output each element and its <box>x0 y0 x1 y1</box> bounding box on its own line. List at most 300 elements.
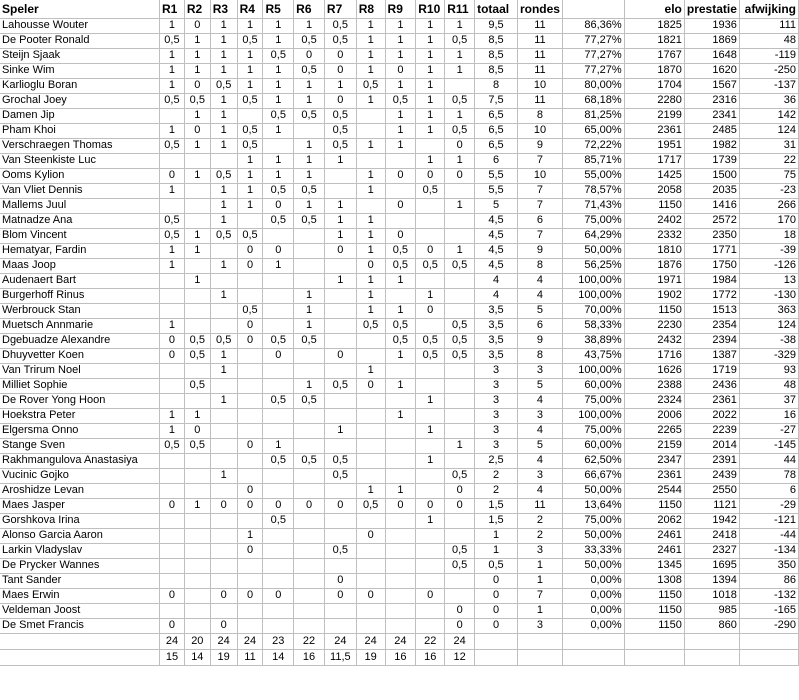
elo-rating[interactable]: 1870 <box>624 63 684 78</box>
round-5-score[interactable] <box>263 303 294 318</box>
deviation[interactable]: -130 <box>739 288 798 303</box>
round-2-score[interactable]: 1 <box>184 243 210 258</box>
round-5-score[interactable]: 1 <box>263 153 294 168</box>
header-r11[interactable]: R11 <box>445 0 475 18</box>
round-7-score[interactable]: 0,5 <box>324 543 356 558</box>
round-5-score[interactable]: 1 <box>263 78 294 93</box>
player-name[interactable]: Audenaert Bart <box>0 273 160 288</box>
round-9-score[interactable] <box>385 588 416 603</box>
deviation[interactable]: 350 <box>739 558 798 573</box>
deviation[interactable]: 142 <box>739 108 798 123</box>
round-7-score[interactable] <box>324 618 356 633</box>
round-11-score[interactable]: 0 <box>445 138 475 153</box>
total-score[interactable]: 0 <box>475 573 518 588</box>
elo-rating[interactable]: 2159 <box>624 438 684 453</box>
header-totaal[interactable]: totaal <box>475 0 518 18</box>
performance-rating[interactable]: 1982 <box>684 138 739 153</box>
round-8-score[interactable]: 1 <box>356 243 385 258</box>
player-name[interactable]: Gorshkova Irina <box>0 513 160 528</box>
round-8-score[interactable]: 1 <box>356 228 385 243</box>
round-6-score[interactable] <box>294 348 325 363</box>
round-2-score[interactable]: 1 <box>184 228 210 243</box>
performance-rating[interactable]: 1695 <box>684 558 739 573</box>
round-4-score[interactable] <box>237 468 263 483</box>
round-6-score[interactable] <box>294 483 325 498</box>
round-3-score[interactable] <box>210 423 237 438</box>
performance-rating[interactable]: 2327 <box>684 543 739 558</box>
player-name[interactable]: De Pooter Ronald <box>0 33 160 48</box>
elo-rating[interactable]: 1345 <box>624 558 684 573</box>
round-11-score[interactable]: 0,5 <box>445 348 475 363</box>
round-8-score[interactable] <box>356 198 385 213</box>
round-7-score[interactable]: 1 <box>324 423 356 438</box>
performance-rating[interactable]: 1416 <box>684 198 739 213</box>
rounds-played[interactable]: 10 <box>517 123 562 138</box>
round-8-score[interactable] <box>356 108 385 123</box>
player-name[interactable]: Verschraegen Thomas <box>0 138 160 153</box>
round-7-score[interactable] <box>324 528 356 543</box>
round-10-score[interactable]: 1 <box>416 33 445 48</box>
round-2-score[interactable] <box>184 573 210 588</box>
percentage[interactable]: 43,75% <box>562 348 624 363</box>
round-4-score[interactable]: 1 <box>237 198 263 213</box>
deviation[interactable]: 36 <box>739 93 798 108</box>
round-7-score[interactable] <box>324 318 356 333</box>
round-6-score[interactable]: 1 <box>294 288 325 303</box>
round-3-score[interactable]: 1 <box>210 288 237 303</box>
round-9-score[interactable]: 1 <box>385 483 416 498</box>
points-count[interactable]: 11,5 <box>324 649 356 665</box>
elo-rating[interactable]: 1150 <box>624 498 684 513</box>
round-4-score[interactable]: 0,5 <box>237 93 263 108</box>
round-7-score[interactable] <box>324 408 356 423</box>
round-11-score[interactable] <box>445 588 475 603</box>
round-1-score[interactable]: 0,5 <box>160 138 185 153</box>
round-2-score[interactable] <box>184 588 210 603</box>
total-score[interactable]: 8 <box>475 78 518 93</box>
round-3-score[interactable]: 1 <box>210 468 237 483</box>
round-11-score[interactable] <box>445 528 475 543</box>
round-4-score[interactable] <box>237 363 263 378</box>
round-7-score[interactable]: 0,5 <box>324 18 356 33</box>
performance-rating[interactable]: 2391 <box>684 453 739 468</box>
rounds-played[interactable]: 5 <box>517 438 562 453</box>
round-6-score[interactable] <box>294 573 325 588</box>
round-11-score[interactable]: 0,5 <box>445 33 475 48</box>
round-4-score[interactable] <box>237 273 263 288</box>
rounds-played[interactable]: 2 <box>517 528 562 543</box>
performance-rating[interactable]: 2436 <box>684 378 739 393</box>
round-6-score[interactable]: 0,5 <box>294 33 325 48</box>
rounds-played[interactable]: 7 <box>517 588 562 603</box>
round-10-score[interactable] <box>416 213 445 228</box>
player-name[interactable]: Ooms Kylion <box>0 168 160 183</box>
points-count[interactable]: 19 <box>356 649 385 665</box>
player-name[interactable]: Damen Jip <box>0 108 160 123</box>
percentage[interactable]: 0,00% <box>562 588 624 603</box>
total-score[interactable]: 2 <box>475 468 518 483</box>
round-5-score[interactable]: 1 <box>263 33 294 48</box>
round-5-score[interactable]: 1 <box>263 168 294 183</box>
round-4-score[interactable] <box>237 108 263 123</box>
round-7-score[interactable]: 0 <box>324 348 356 363</box>
round-5-score[interactable]: 0,5 <box>263 453 294 468</box>
header-r5[interactable]: R5 <box>263 0 294 18</box>
round-2-score[interactable]: 1 <box>184 168 210 183</box>
round-2-score[interactable] <box>184 258 210 273</box>
rounds-played[interactable]: 1 <box>517 558 562 573</box>
percentage[interactable]: 62,50% <box>562 453 624 468</box>
round-4-score[interactable] <box>237 558 263 573</box>
header-afwijking[interactable]: afwijking <box>739 0 798 18</box>
round-4-score[interactable]: 1 <box>237 78 263 93</box>
round-3-score[interactable]: 1 <box>210 213 237 228</box>
round-5-score[interactable]: 0,5 <box>263 333 294 348</box>
round-5-score[interactable] <box>263 318 294 333</box>
deviation[interactable]: -29 <box>739 498 798 513</box>
round-5-score[interactable] <box>263 468 294 483</box>
round-10-score[interactable] <box>416 483 445 498</box>
round-4-score[interactable]: 0 <box>237 498 263 513</box>
points-count[interactable] <box>562 649 624 665</box>
performance-rating[interactable]: 2354 <box>684 318 739 333</box>
player-name[interactable]: De Smet Francis <box>0 618 160 633</box>
percentage[interactable]: 80,00% <box>562 78 624 93</box>
percentage[interactable]: 64,29% <box>562 228 624 243</box>
total-score[interactable]: 9,5 <box>475 18 518 33</box>
round-3-score[interactable] <box>210 603 237 618</box>
round-3-score[interactable]: 1 <box>210 48 237 63</box>
round-4-score[interactable]: 1 <box>237 153 263 168</box>
round-9-score[interactable]: 1 <box>385 348 416 363</box>
round-1-score[interactable]: 0 <box>160 348 185 363</box>
percentage[interactable]: 68,18% <box>562 93 624 108</box>
round-1-score[interactable] <box>160 543 185 558</box>
round-8-score[interactable] <box>356 423 385 438</box>
round-2-score[interactable] <box>184 543 210 558</box>
percentage[interactable]: 66,67% <box>562 468 624 483</box>
total-score[interactable]: 1 <box>475 528 518 543</box>
performance-rating[interactable]: 1500 <box>684 168 739 183</box>
round-6-score[interactable]: 1 <box>294 93 325 108</box>
player-name[interactable]: Van Vliet Dennis <box>0 183 160 198</box>
total-score[interactable]: 3,5 <box>475 318 518 333</box>
round-10-score[interactable]: 0 <box>416 303 445 318</box>
round-4-score[interactable]: 0,5 <box>237 33 263 48</box>
round-5-score[interactable] <box>263 423 294 438</box>
round-9-score[interactable]: 1 <box>385 18 416 33</box>
round-4-score[interactable]: 1 <box>237 168 263 183</box>
round-11-score[interactable]: 1 <box>445 108 475 123</box>
round-1-score[interactable] <box>160 303 185 318</box>
round-9-score[interactable] <box>385 213 416 228</box>
elo-rating[interactable]: 1810 <box>624 243 684 258</box>
round-11-score[interactable] <box>445 363 475 378</box>
round-10-score[interactable] <box>416 408 445 423</box>
player-name[interactable]: Alonso Garcia Aaron <box>0 528 160 543</box>
performance-rating[interactable]: 2341 <box>684 108 739 123</box>
round-9-score[interactable] <box>385 453 416 468</box>
round-6-score[interactable]: 0,5 <box>294 183 325 198</box>
round-11-score[interactable]: 1 <box>445 438 475 453</box>
round-1-score[interactable]: 1 <box>160 183 185 198</box>
points-count[interactable]: 15 <box>160 649 185 665</box>
round-7-score[interactable]: 0 <box>324 93 356 108</box>
elo-rating[interactable]: 1971 <box>624 273 684 288</box>
round-2-score[interactable]: 0,5 <box>184 333 210 348</box>
round-2-score[interactable]: 0,5 <box>184 93 210 108</box>
round-9-score[interactable]: 1 <box>385 33 416 48</box>
rounds-played[interactable]: 11 <box>517 63 562 78</box>
points-count[interactable]: 16 <box>416 649 445 665</box>
round-5-score[interactable]: 1 <box>263 18 294 33</box>
round-9-score[interactable]: 0 <box>385 498 416 513</box>
points-count[interactable]: 16 <box>294 649 325 665</box>
deviation[interactable]: -290 <box>739 618 798 633</box>
round-11-score[interactable] <box>445 303 475 318</box>
round-11-score[interactable] <box>445 213 475 228</box>
round-10-score[interactable] <box>416 603 445 618</box>
player-name[interactable]: Hoekstra Peter <box>0 408 160 423</box>
performance-rating[interactable]: 1719 <box>684 363 739 378</box>
games-count[interactable] <box>562 633 624 649</box>
round-9-score[interactable]: 1 <box>385 78 416 93</box>
points-count[interactable]: 16 <box>385 649 416 665</box>
round-2-score[interactable]: 1 <box>184 408 210 423</box>
round-1-score[interactable]: 0 <box>160 168 185 183</box>
round-2-score[interactable] <box>184 558 210 573</box>
round-5-score[interactable] <box>263 228 294 243</box>
elo-rating[interactable]: 2361 <box>624 123 684 138</box>
round-9-score[interactable] <box>385 513 416 528</box>
round-6-score[interactable]: 0 <box>294 498 325 513</box>
elo-rating[interactable]: 1717 <box>624 153 684 168</box>
round-11-score[interactable] <box>445 408 475 423</box>
round-10-score[interactable]: 0 <box>416 588 445 603</box>
round-5-score[interactable] <box>263 603 294 618</box>
round-5-score[interactable] <box>263 558 294 573</box>
round-9-score[interactable]: 0,5 <box>385 243 416 258</box>
round-4-score[interactable] <box>237 603 263 618</box>
rounds-played[interactable]: 6 <box>517 318 562 333</box>
games-count[interactable]: 23 <box>263 633 294 649</box>
round-9-score[interactable] <box>385 183 416 198</box>
deviation[interactable]: -119 <box>739 48 798 63</box>
round-2-score[interactable]: 0,5 <box>184 378 210 393</box>
deviation[interactable]: 44 <box>739 453 798 468</box>
round-3-score[interactable] <box>210 303 237 318</box>
total-score[interactable]: 6,5 <box>475 123 518 138</box>
percentage[interactable]: 70,00% <box>562 303 624 318</box>
round-8-score[interactable] <box>356 468 385 483</box>
rounds-played[interactable]: 10 <box>517 78 562 93</box>
points-count[interactable]: 12 <box>445 649 475 665</box>
round-10-score[interactable]: 1 <box>416 48 445 63</box>
total-score[interactable]: 5,5 <box>475 183 518 198</box>
round-2-score[interactable]: 1 <box>184 33 210 48</box>
round-8-score[interactable] <box>356 438 385 453</box>
round-8-score[interactable]: 1 <box>356 273 385 288</box>
round-2-score[interactable]: 1 <box>184 108 210 123</box>
deviation[interactable]: 6 <box>739 483 798 498</box>
elo-rating[interactable]: 1825 <box>624 18 684 33</box>
elo-rating[interactable]: 2230 <box>624 318 684 333</box>
round-7-score[interactable] <box>324 183 356 198</box>
round-3-score[interactable] <box>210 408 237 423</box>
round-5-score[interactable] <box>263 618 294 633</box>
elo-rating[interactable]: 2265 <box>624 423 684 438</box>
round-10-score[interactable] <box>416 378 445 393</box>
round-10-score[interactable] <box>416 138 445 153</box>
rounds-played[interactable]: 4 <box>517 453 562 468</box>
total-score[interactable]: 6,5 <box>475 108 518 123</box>
games-count[interactable] <box>0 633 160 649</box>
percentage[interactable]: 60,00% <box>562 438 624 453</box>
elo-rating[interactable]: 1308 <box>624 573 684 588</box>
deviation[interactable]: -250 <box>739 63 798 78</box>
performance-rating[interactable]: 2361 <box>684 393 739 408</box>
percentage[interactable]: 33,33% <box>562 543 624 558</box>
round-2-score[interactable] <box>184 318 210 333</box>
games-count[interactable]: 22 <box>294 633 325 649</box>
round-4-score[interactable] <box>237 393 263 408</box>
round-4-score[interactable] <box>237 288 263 303</box>
round-8-score[interactable] <box>356 408 385 423</box>
round-5-score[interactable] <box>263 273 294 288</box>
round-5-score[interactable]: 0 <box>263 198 294 213</box>
header-r1[interactable]: R1 <box>160 0 185 18</box>
round-11-score[interactable]: 0 <box>445 168 475 183</box>
round-6-score[interactable] <box>294 228 325 243</box>
round-6-score[interactable] <box>294 408 325 423</box>
percentage[interactable]: 75,00% <box>562 393 624 408</box>
header-r7[interactable]: R7 <box>324 0 356 18</box>
header-r4[interactable]: R4 <box>237 0 263 18</box>
round-3-score[interactable]: 1 <box>210 123 237 138</box>
performance-rating[interactable]: 2418 <box>684 528 739 543</box>
round-5-score[interactable]: 0,5 <box>263 108 294 123</box>
deviation[interactable]: 86 <box>739 573 798 588</box>
round-11-score[interactable]: 0,5 <box>445 258 475 273</box>
round-3-score[interactable]: 0 <box>210 498 237 513</box>
round-5-score[interactable]: 1 <box>263 63 294 78</box>
round-1-score[interactable] <box>160 273 185 288</box>
player-name[interactable]: Tant Sander <box>0 573 160 588</box>
round-1-score[interactable]: 0,5 <box>160 438 185 453</box>
rounds-played[interactable]: 1 <box>517 573 562 588</box>
rounds-played[interactable]: 7 <box>517 153 562 168</box>
total-score[interactable]: 3,5 <box>475 348 518 363</box>
round-4-score[interactable]: 0 <box>237 333 263 348</box>
round-3-score[interactable] <box>210 438 237 453</box>
round-4-score[interactable]: 0,5 <box>237 303 263 318</box>
elo-rating[interactable]: 2544 <box>624 483 684 498</box>
percentage[interactable]: 65,00% <box>562 123 624 138</box>
total-score[interactable]: 4,5 <box>475 243 518 258</box>
round-10-score[interactable]: 0,5 <box>416 348 445 363</box>
round-2-score[interactable] <box>184 213 210 228</box>
round-5-score[interactable] <box>263 288 294 303</box>
rounds-played[interactable]: 11 <box>517 48 562 63</box>
performance-rating[interactable]: 1018 <box>684 588 739 603</box>
total-score[interactable]: 6,5 <box>475 138 518 153</box>
round-2-score[interactable] <box>184 453 210 468</box>
round-8-score[interactable]: 1 <box>356 93 385 108</box>
percentage[interactable]: 78,57% <box>562 183 624 198</box>
round-2-score[interactable] <box>184 618 210 633</box>
performance-rating[interactable]: 2485 <box>684 123 739 138</box>
round-9-score[interactable] <box>385 438 416 453</box>
points-count[interactable] <box>0 649 160 665</box>
performance-rating[interactable]: 1772 <box>684 288 739 303</box>
percentage[interactable]: 77,27% <box>562 48 624 63</box>
round-2-score[interactable]: 0 <box>184 423 210 438</box>
round-1-score[interactable]: 0,5 <box>160 213 185 228</box>
points-count[interactable] <box>517 649 562 665</box>
total-score[interactable]: 3,5 <box>475 303 518 318</box>
elo-rating[interactable]: 2324 <box>624 393 684 408</box>
deviation[interactable]: -132 <box>739 588 798 603</box>
performance-rating[interactable]: 1394 <box>684 573 739 588</box>
total-score[interactable]: 0 <box>475 618 518 633</box>
round-10-score[interactable] <box>416 618 445 633</box>
rounds-played[interactable]: 4 <box>517 288 562 303</box>
round-2-score[interactable] <box>184 513 210 528</box>
round-8-score[interactable] <box>356 348 385 363</box>
rounds-played[interactable]: 5 <box>517 378 562 393</box>
round-10-score[interactable]: 1 <box>416 123 445 138</box>
round-2-score[interactable] <box>184 393 210 408</box>
round-11-score[interactable] <box>445 378 475 393</box>
round-2-score[interactable] <box>184 198 210 213</box>
round-7-score[interactable] <box>324 303 356 318</box>
round-2-score[interactable] <box>184 603 210 618</box>
round-9-score[interactable] <box>385 618 416 633</box>
player-name[interactable]: Karlioglu Boran <box>0 78 160 93</box>
percentage[interactable]: 50,00% <box>562 243 624 258</box>
round-3-score[interactable] <box>210 318 237 333</box>
points-count[interactable]: 14 <box>263 649 294 665</box>
round-4-score[interactable] <box>237 408 263 423</box>
deviation[interactable]: -39 <box>739 243 798 258</box>
round-4-score[interactable]: 0 <box>237 258 263 273</box>
games-count[interactable]: 24 <box>324 633 356 649</box>
round-3-score[interactable]: 1 <box>210 63 237 78</box>
round-8-score[interactable] <box>356 123 385 138</box>
percentage[interactable]: 72,22% <box>562 138 624 153</box>
round-3-score[interactable]: 1 <box>210 108 237 123</box>
player-name[interactable]: Dgebuadze Alexandre <box>0 333 160 348</box>
round-3-score[interactable]: 1 <box>210 93 237 108</box>
player-name[interactable]: Rakhmangulova Anastasiya <box>0 453 160 468</box>
performance-rating[interactable]: 2439 <box>684 468 739 483</box>
round-4-score[interactable]: 1 <box>237 18 263 33</box>
player-name[interactable]: Maes Erwin <box>0 588 160 603</box>
round-10-score[interactable] <box>416 363 445 378</box>
round-10-score[interactable]: 1 <box>416 63 445 78</box>
elo-rating[interactable]: 1767 <box>624 48 684 63</box>
percentage[interactable]: 75,00% <box>562 423 624 438</box>
total-score[interactable]: 3,5 <box>475 333 518 348</box>
percentage[interactable]: 85,71% <box>562 153 624 168</box>
header-prestatie[interactable]: prestatie <box>684 0 739 18</box>
round-8-score[interactable]: 1 <box>356 303 385 318</box>
round-6-score[interactable] <box>294 243 325 258</box>
player-name[interactable]: Lahousse Wouter <box>0 18 160 33</box>
round-10-score[interactable]: 0,5 <box>416 183 445 198</box>
round-9-score[interactable]: 1 <box>385 273 416 288</box>
deviation[interactable]: 93 <box>739 363 798 378</box>
